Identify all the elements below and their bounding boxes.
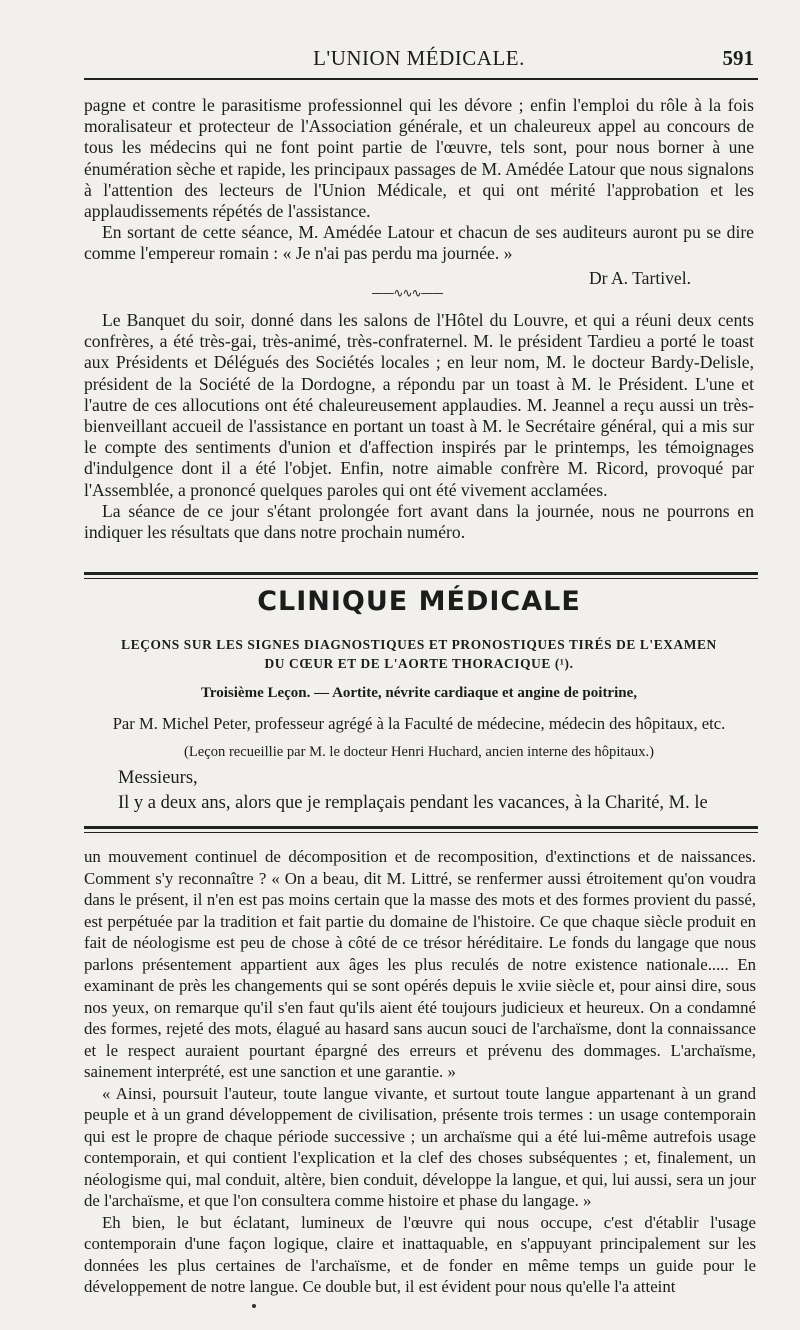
ornament-divider: ——∿∿∿—— — [371, 286, 443, 300]
top-article-paragraph: pagne et contre le parasitisme professionnel qui les dévore ; enfin l'emploi du rôle à la fois moralisateur et protecteur de l'Association générale, et un chaleureux appel au concours de tous les médecins qui ne font point partie de l'œuvre, tels sont, pour nous borner à une énumération sèche et rapide, les principaux passages de M. Amédée Latour que nous signalons à l'attention des lecteurs de l'Union Médicale, et qui ont mérité l'approbation et les applaudissements répétés de l'assistance. — [84, 95, 754, 222]
author-line: Par M. Michel Peter, professeur agrégé à la Faculté de médecine, médecin des hôpitaux, etc. — [112, 714, 726, 733]
feuilleton-rule-bottom — [84, 832, 758, 833]
banquet-paragraph: Le Banquet du soir, donné dans les salons de l'Hôtel du Louvre, et qui a réuni deux cents confrères, a été très-gai, très-animé, très-confraternel. M. le président Tardieu a porté le toast aux Présidents et Délégués des Sociétés locales ; en leur nom, M. le docteur Bardy-Delisle, président de la Société de la Dordogne, a répondu par un toast à M. le Président. L'une et l'autre de ces allocutions ont été chaleureusement applaudies. M. Jeannel a reçu aussi un très-bienveillant accueil de l'assistance en portant un toast à M. le Secrétaire général, qui a mis sur le compte des sentiments d'union et d'affection inspirés par le printemps, les témoignages d'indulgence dont il a été l'objet. Enfin, notre aimable confrère M. Ricord, provoqué par l'Assemblée, a prononcé quelques paroles qui ont été vivement acclamées. — [84, 310, 754, 500]
top-article-paragraph: En sortant de cette séance, M. Amédée Latour et chacun de ses auditeurs auront pu se dire comme l'empereur romain : « Je n'ai pas perdu ma journée. » — [84, 222, 754, 264]
note-recueillie: (Leçon recueillie par M. le docteur Henri Huchard, ancien interne des hôpitaux.) — [183, 744, 655, 760]
feuilleton-rule-top — [84, 826, 758, 829]
salutation: Messieurs, — [118, 768, 198, 788]
top-article — [84, 95, 754, 265]
feuilleton — [84, 846, 756, 1298]
feuilleton-paragraph: « Ainsi, poursuit l'auteur, toute langue vivante, et surtout toute langue appartenant à un grand peuple et à un grand développement de civilisation, présente trois termes : un usage contemporain qui est le propre de chaque période successive ; un archaïsme qui a été lui-même autrefois usage contemporain, et qui contient l'explication et la clef des choses subséquentes ; et, finalement, un néologisme qui, mal conduit, altère, bien conduit, développe la langue, et qui, lui aussi, sera un jour de l'archaïsme, et que l'on consultera comme histoire et phase du langage. » — [84, 1083, 756, 1210]
page-number: 591 — [722, 46, 754, 70]
footer-mark — [252, 1304, 256, 1308]
section-title: CLINIQUE MÉDICALE — [257, 586, 581, 617]
lecture-heading: Troisième Leçon. — Aortite, névrite cardiaque et angine de poitrine, — [200, 685, 638, 701]
page-header — [84, 46, 754, 76]
signature-text: Dr A. Tartivel. — [588, 268, 691, 288]
section-rule — [84, 572, 758, 579]
banquet-paragraph: La séance de ce jour s'étant prolongée fort avant dans la journée, nous ne pourrons en indiquer les résultats que dans notre prochain numéro. — [84, 500, 754, 543]
header-rule — [84, 78, 758, 80]
banquet-article — [84, 310, 754, 543]
feuilleton-paragraph: Eh bien, le but éclatant, lumineux de l'œuvre qui nous occupe, c'est d'établir l'usage contemporain d'une façon logique, claire et inattaquable, en s'appuyant principalement sur les données les plus certaines de l'archaïsme, et de fonder en même temps un guide pour le développement de notre langue. Ce double but, il est évident pour nous qu'elle l'a atteint — [84, 1212, 756, 1296]
lecture-series-title: LEÇONS SUR LES SIGNES DIAGNOSTIQUES ET PRONOSTIQUES TIRÉS DE L'EXAMEN — [121, 637, 717, 652]
lecture-series-subtitle: DU CŒUR ET DE L'AORTE THORACIQUE (¹). — [264, 656, 574, 671]
opening-line: Il y a deux ans, alors que je remplaçais pendant les vacances, à la Charité, M. le — [118, 793, 708, 813]
feuilleton-paragraph: un mouvement continuel de décomposition et de recomposition, d'extinctions et de naissances. Comment s'y reconnaître ? « On a beau, dit M. Littré, se renfermer aussi étroitement qu'on voudra dans le présent, il n'en est pas moins certain que la masse des mots et des formes provient du passé, est perpétuée par la tradition et fait partie du domaine de l'histoire. Ce que chaque siècle produit en fait de néologisme est peu de chose à côté de ce trésor héréditaire. Le fonds du langage que nous parlons présentement appartient aux âges les plus reculés de notre existence nationale..... En examinant de près les changements qui se sont opérés depuis le xviie siècle et, pour ainsi dire, sous nos yeux, on remarque qu'il s'en faut qu'ils aient été toujours judicieux et heureux. On a condamné des formes, rejeté des mots, élagué au hasard sans aucun souci de l'archaïsme, dont la connaissance et le respect auraient pourtant épargné des erreurs et prévenu des dommages. L'archaïsme, sainement interprété, est une sanction et une garantie. » — [84, 847, 756, 1081]
running-title: L'UNION MÉDICALE. — [313, 46, 525, 70]
